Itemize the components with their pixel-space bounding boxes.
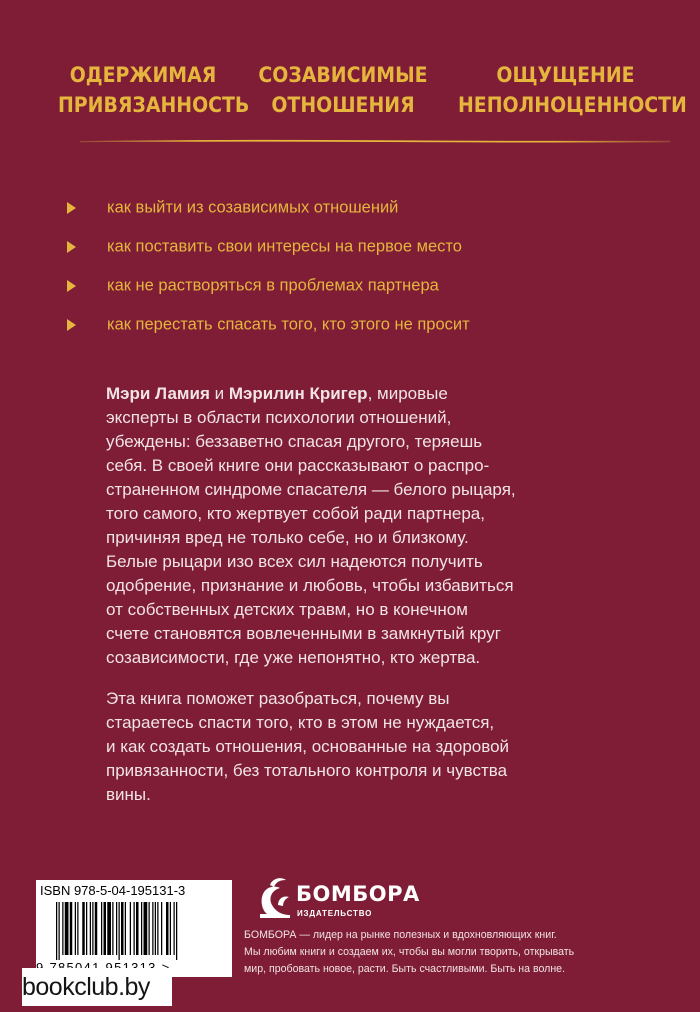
text-line: убеждены: беззаветно спасая другого, теряешь [106, 432, 483, 451]
watermark-badge [22, 968, 172, 1006]
blurb-line: мир, пробовать новое, расти. Быть счастливыми. Быть на волне. [244, 963, 566, 975]
barcode-bar [166, 902, 169, 955]
watermark-text: bookclub.by [22, 973, 150, 1001]
barcode-bar [149, 902, 150, 955]
text-line: Белые рыцари изо всех сил надеются получить [106, 552, 483, 571]
barcode-bar [75, 902, 76, 955]
barcode-bar [90, 902, 91, 955]
blurb-line: Мы любим книги и создаем их, чтобы вы могли творить, открывать [244, 946, 575, 958]
heading-line: ОЩУЩЕНИЕ [496, 63, 635, 87]
barcode-bars [56, 902, 221, 960]
text-line: от собственных детских травм, но в конечном [106, 600, 468, 619]
author-name: Мэрилин Кригер [228, 384, 368, 403]
text-line: стараетесь спасти того, кто в этом не нуждается, [106, 713, 495, 732]
barcode-label [36, 880, 232, 977]
barcode-bar [86, 902, 87, 955]
barcode-bar [157, 902, 158, 955]
publisher-name: БОМБОРА [296, 882, 420, 906]
publisher-blurb [244, 927, 574, 978]
barcode-bar [174, 902, 175, 955]
text-line [106, 382, 606, 406]
text-line: себя. В своей книге они рассказывают о распро- [106, 456, 490, 475]
barcode-bar [59, 902, 60, 960]
barcode-bar [144, 902, 148, 955]
barcode-bar [70, 902, 73, 955]
text-line: причиняя вред не только себе, но и близкому. [106, 528, 469, 547]
barcode-bar [130, 902, 131, 955]
barcode-bar [176, 902, 177, 960]
barcode-bar [77, 902, 78, 955]
bullet-text: как поставить свои интересы на первое место [107, 237, 462, 255]
barcode-bar [92, 902, 93, 955]
description-paragraph [106, 382, 606, 670]
heading-line: ПРИВЯЗАННОСТЬ [58, 93, 250, 117]
text-line: эксперты в области психологии отношений, [106, 408, 452, 427]
publisher-subtitle: ИЗДАТЕЛЬСТВО [297, 909, 373, 918]
barcode-bar [152, 902, 153, 955]
barcode-bar [125, 902, 126, 955]
barcode-bar [95, 902, 98, 955]
triangle-bullet-icon [67, 280, 76, 292]
bullet-text: как не растворяться в проблемах партнера [107, 276, 439, 294]
isbn-text: ISBN 978-5-04-195131-3 [40, 883, 186, 898]
text-line: страненном синдроме спасателя — белого рыцаря, [106, 480, 516, 499]
text-fragment: , мировые [367, 384, 448, 403]
barcode-bar [104, 902, 107, 955]
barcode-bar [121, 902, 124, 955]
barcode-bar [134, 902, 135, 955]
bullet-text: как перестать спасать того, кто этого не просит [107, 315, 470, 333]
heading-line: ОДЕРЖИМАЯ [69, 63, 217, 87]
text-line: привязанности, без тотального контроля и чувства [106, 761, 508, 780]
barcode-bar [170, 902, 171, 955]
heading-obsessive-attachment [58, 60, 250, 120]
heading-feeling-of-inferiority [458, 60, 687, 120]
barcode-bar [62, 902, 63, 955]
text-line: счете становятся вовлеченными в замкнутый круг [106, 624, 501, 643]
barcode-bar [65, 902, 69, 955]
text-line: вины. [106, 785, 151, 804]
barcode-bar [107, 902, 111, 955]
closing-paragraph [106, 687, 606, 807]
text-line: того самого, кто жертвует собой ради партнера, [106, 504, 485, 523]
text-line: созависимости, где уже непонятно, кто жертва. [106, 648, 481, 667]
barcode-bar [56, 902, 57, 960]
barcode-bar [82, 902, 85, 955]
barcode-bar [155, 902, 156, 955]
text-line: и как создать отношения, основанные на здоровой [106, 737, 510, 756]
triangle-bullet-icon [67, 319, 76, 331]
barcode-bar [141, 902, 142, 955]
barcode-bar [161, 902, 162, 955]
heading-line: НЕПОЛНОЦЕННОСТИ [458, 93, 687, 117]
triangle-bullet-icon [67, 202, 76, 214]
connector-text: и [209, 384, 229, 403]
barcode-bar [119, 902, 120, 960]
triangle-bullet-icon [67, 241, 76, 253]
barcode-bar [136, 902, 139, 955]
heading-line: ОТНОШЕНИЯ [271, 93, 415, 117]
bombora-wave-logo-icon [258, 875, 292, 919]
bullet-text: как выйти из созависимых отношений [107, 198, 399, 216]
text-line: одобрение, признание и любовь, чтобы избавиться [106, 576, 514, 595]
heading-line: СОЗАВИСИМЫЕ [258, 63, 428, 87]
text-line: Эта книга поможет разобраться, почему вы [106, 689, 450, 708]
heading-codependent-relationships [258, 60, 428, 120]
blurb-line: БОМБОРА — лидер на рынке полезных и вдохновляющих книг. [244, 929, 557, 941]
author-name: Мэри Ламия [106, 384, 210, 403]
barcode-bar [112, 902, 113, 955]
barcode-bar [101, 902, 102, 955]
gold-brush-divider [80, 138, 670, 143]
barcode-bar [116, 902, 117, 955]
